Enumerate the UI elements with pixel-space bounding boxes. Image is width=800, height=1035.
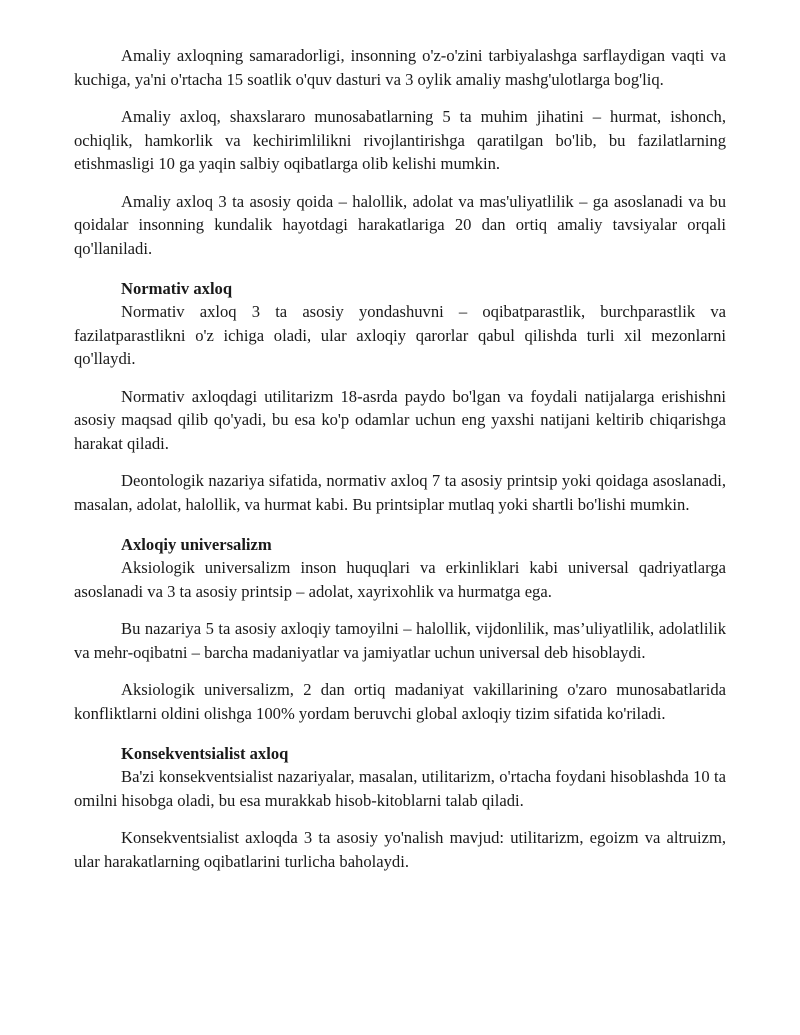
paragraph: Normativ axloqdagi utilitarizm 18-asrda paydo bo'lgan va foydali natijalarga erishishni asosiy maqsad qilib qo'yadi, bu esa ko'p odamlar uchun eng yaxshi natijani keltirib chiqarishga harakat qiladi. — [74, 386, 726, 453]
paragraph: Konsekventsialist axloqda 3 ta asosiy yo'nalish mavjud: utilitarizm, egoizm va altruizm, ular harakatlarning oqibatlarini turlicha baholaydi. — [74, 828, 726, 871]
paragraph: Aksiologik universalizm, 2 dan ortiq madaniyat vakillarining o'zaro munosabatlarida konfliktlarni oldini olishga 100% yordam beruvchi global axloqiy tizim sifatida ko'riladi. — [74, 680, 726, 723]
paragraph: Bu nazariya 5 ta asosiy axloqiy tamoyilni – halollik, vijdonlilik, mas’uliyatlilik, adolatlilik va mehr-oqibatni – barcha madaniyatlar va jamiyatlar uchun universal deb hisoblaydi. — [74, 619, 726, 662]
paragraph: Aksiologik universalizm inson huquqlari va erkinliklari kabi universal qadriyatlarga asoslanadi va 3 ta asosiy printsip – adolat, xayrixohlik va hurmatga ega. — [74, 558, 726, 601]
section-heading: Axloqiy universalizm — [121, 535, 272, 554]
paragraph: Amaliy axloq, shaxslararo munosabatlarning 5 ta muhim jihatini – hurmat, ishonch, ochiqlik, hamkorlik va kechirimlilikni rivojlantirishga qaratilgan bo'lib, bu fazilatlarning etishmasligi 10 ga yaqin salbiy oqibatlarga olib kelishi mumkin. — [74, 107, 726, 173]
paragraph: Amaliy axloqning samaradorligi, insonning o'z-o'zini tarbiyalashga sarflaydigan vaqti va kuchiga, ya'ni o'rtacha 15 soatlik o'quv dasturi va 3 oylik amaliy mashg'ulotlarga bog'liq. — [74, 46, 726, 89]
paragraph: Amaliy axloq 3 ta asosiy qoida – halollik, adolat va mas'uliyatlilik – ga asoslanadi va bu qoidalar insonning kundalik hayotdagi harakatlariga 20 dan ortiq amaliy tavsiyalar orqali qo'llaniladi. — [74, 191, 726, 258]
section-heading: Normativ axloq — [121, 279, 233, 298]
paragraph: Ba'zi konsekventsialist nazariyalar, masalan, utilitarizm, o'rtacha foydani hisoblashda 10 ta omilni hisobga oladi, bu esa murakkab hisob-kitoblarni talab qiladi. — [74, 767, 726, 810]
section-heading: Konsekventsialist axloq — [121, 744, 289, 763]
paragraph: Deontologik nazariya sifatida, normativ axloq 7 ta asosiy printsip yoki qoidaga asoslanadi, masalan, adolat, halollik, va hurmat kabi. Bu printsiplar mutlaq yoki shartli bo'lishi mumkin. — [74, 471, 726, 514]
paragraph: Normativ axloq 3 ta asosiy yondashuvni – oqibatparastlik, burchparastlik va fazilatparastlikni o'z ichiga oladi, ular axloqiy qarorlar qabul qilishda turli xil mezonlarni qo'llaydi. — [74, 302, 726, 368]
